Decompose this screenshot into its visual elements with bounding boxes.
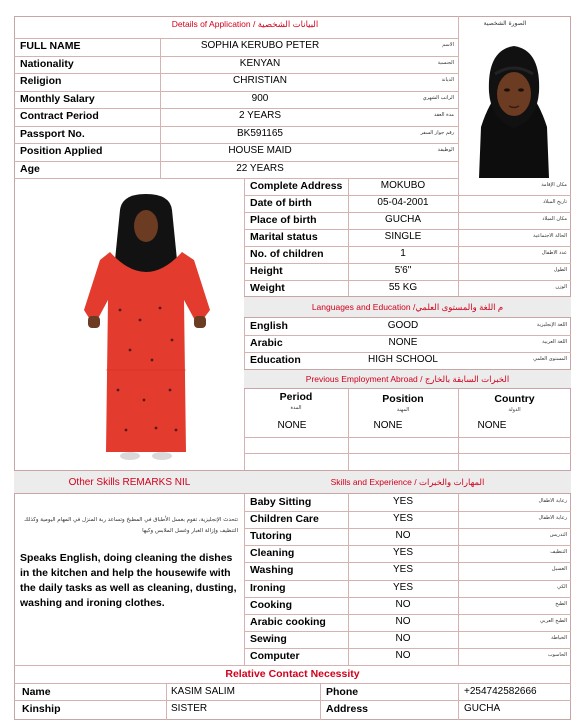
detail-value: MOKUBO — [380, 180, 426, 191]
personal-arabic: الاسم — [442, 42, 454, 48]
personal-value: CHRISTIAN — [233, 75, 287, 86]
other-skills-bar: Other Skills REMARKS NIL — [14, 470, 245, 494]
skill-label: Ironing — [250, 581, 286, 594]
contact-phone-label: Phone — [326, 686, 359, 698]
skill-arabic: رعاية الأطفال — [538, 515, 567, 522]
detail-value: 1 — [400, 248, 406, 259]
detail-arabic: الوزن — [555, 284, 567, 290]
applicant-headshot — [459, 32, 569, 178]
detail-value: GUCHA — [384, 214, 422, 225]
skill-value: NO — [395, 615, 411, 627]
skill-label: Washing — [250, 564, 294, 577]
detail-label: Date of birth — [250, 197, 312, 209]
detail-value: SINGLE — [384, 231, 422, 242]
personal-value: 2 YEARS — [238, 110, 282, 121]
personal-arabic: الراتب الشهري — [422, 94, 454, 101]
personal-value: SOPHIA KERUBO PETER — [200, 40, 320, 51]
detail-value: 05-04-2001 — [377, 197, 429, 208]
skill-arabic: الحاسوب — [547, 651, 567, 658]
contact-kinship-label: Kinship — [22, 703, 61, 715]
skill-label: Cooking — [250, 598, 292, 611]
skill-label: Children Care — [250, 513, 319, 526]
skill-arabic: التنظيف — [550, 549, 567, 556]
languages-bar: Languages and Education /م اللغة والمستوى العلمي — [244, 296, 571, 318]
skill-value: YES — [392, 564, 413, 576]
skill-value: NO — [395, 530, 411, 542]
personal-value: 22 YEARS — [236, 162, 284, 174]
form-title: Details of Application / البيانات الشخصية — [171, 19, 319, 29]
personal-arabic: رقم جواز السفر — [420, 129, 454, 136]
detail-arabic: الحالة الاجتماعية — [533, 233, 567, 239]
personal-label: Age — [20, 162, 40, 175]
applicant-full-photo — [60, 190, 232, 466]
contact-name-label: Name — [22, 686, 51, 698]
skill-arabic: التدريس — [549, 532, 567, 539]
language-label: English — [250, 320, 288, 332]
language-arabic: اللغة العربية — [542, 339, 567, 345]
language-value: NONE — [388, 337, 418, 348]
detail-label: Place of birth — [250, 214, 317, 226]
skill-arabic: الغسيل — [551, 566, 567, 573]
employment-bar: Previous Employment Abroad / الخبرات السابقة بالخارج — [244, 369, 571, 389]
remarks-text: Speaks English, doing cleaning the dishes in the kitchen and help the housewife with the daily tasks as well as cleaning, dusting, washing and ironing clothes. — [20, 552, 237, 609]
personal-label: FULL NAME — [20, 40, 81, 52]
employment-header-position: Position — [382, 393, 424, 405]
skill-value: YES — [392, 496, 413, 507]
skill-value: YES — [392, 513, 413, 525]
employment-header-period-ar: المدة — [290, 405, 302, 411]
skill-label: Cleaning — [250, 547, 295, 560]
photo-label: الصورة الشخصية — [483, 20, 527, 27]
skill-value: NO — [395, 632, 411, 644]
contact-bar: Relative Contact Necessity — [225, 668, 360, 680]
skill-value: YES — [392, 581, 413, 593]
detail-label: No. of children — [250, 248, 324, 260]
personal-label: Passport No. — [20, 127, 85, 140]
personal-arabic: مدة العقد — [434, 112, 454, 118]
contact-name-value: KASIM SALIM — [171, 686, 235, 697]
skill-arabic: الطبخ العربي — [540, 617, 567, 624]
skill-label: Sewing — [250, 632, 287, 645]
detail-arabic: عدد الأطفال — [541, 250, 567, 256]
skill-value: NO — [395, 598, 411, 610]
contact-address-value: GUCHA — [464, 703, 501, 714]
personal-arabic: الديانة — [441, 77, 454, 83]
detail-arabic: مكان الميلاد — [542, 216, 567, 222]
detail-label: Complete Address — [250, 180, 343, 192]
skill-label: Baby Sitting — [250, 496, 312, 508]
language-label: Education — [250, 354, 301, 366]
contact-kinship-value: SISTER — [171, 703, 208, 714]
skill-label: Arabic cooking — [250, 615, 326, 628]
detail-arabic: تاريخ الميلاد — [542, 199, 567, 205]
skill-arabic: رعاية الأطفال — [538, 498, 567, 504]
detail-value: 5'6" — [394, 265, 412, 276]
skill-arabic: الطبخ — [555, 600, 567, 607]
personal-value: BK591165 — [237, 127, 283, 139]
personal-arabic: الجنسية — [437, 59, 454, 66]
employment-header-period: Period — [279, 391, 313, 403]
detail-arabic: مكان الإقامة — [541, 182, 567, 188]
employment-header-country: Country — [494, 393, 535, 405]
detail-label: Marital status — [250, 231, 318, 243]
skill-arabic: الكي — [557, 583, 567, 590]
personal-label: Religion — [20, 75, 62, 87]
language-arabic: المستوى العلمي — [533, 356, 567, 362]
detail-label: Weight — [250, 282, 285, 294]
language-label: Arabic — [250, 337, 283, 349]
personal-arabic: الوظيفة — [437, 147, 454, 153]
personal-value: 900 — [251, 92, 269, 104]
skill-label: Computer — [250, 649, 300, 662]
employment-header-position-ar: المهنة — [396, 407, 410, 413]
detail-label: Height — [250, 265, 283, 277]
personal-value: KENYAN — [239, 57, 281, 69]
personal-label: Monthly Salary — [20, 92, 95, 105]
skill-label: Tutoring — [250, 530, 292, 543]
personal-label: Position Applied — [20, 145, 103, 157]
language-value: GOOD — [387, 320, 419, 331]
employment-position-value: NONE — [373, 420, 403, 431]
contact-phone-value: +254742582666 — [464, 686, 537, 697]
contact-address-label: Address — [326, 703, 369, 715]
personal-value: HOUSE MAID — [228, 145, 292, 156]
skill-value: YES — [392, 547, 413, 559]
personal-label: Contract Period — [20, 110, 99, 122]
remarks-arabic: تتحدث الإنجليزية، تقوم بغسل الأطباق في المطبخ وتساعد ربة المنزل في المهام اليومية وكذلك التنظيف وإزالة الغبار وغسل الملابس وكيها — [24, 517, 238, 534]
employment-country-value: NONE — [477, 420, 507, 431]
language-value: HIGH SCHOOL — [367, 354, 438, 365]
detail-arabic: الطول — [553, 267, 567, 273]
skill-arabic: الخياطة — [551, 634, 567, 641]
skill-value: NO — [395, 649, 411, 661]
employment-period-value: NONE — [277, 420, 307, 431]
personal-label: Nationality — [20, 57, 74, 70]
skills-bar: Skills and Experience / المهارات والخبرات — [244, 470, 571, 494]
employment-header-country-ar: الدولة — [508, 407, 521, 413]
detail-value: 55 KG — [388, 282, 418, 293]
language-arabic: اللغة الإنجليزية — [536, 322, 567, 328]
